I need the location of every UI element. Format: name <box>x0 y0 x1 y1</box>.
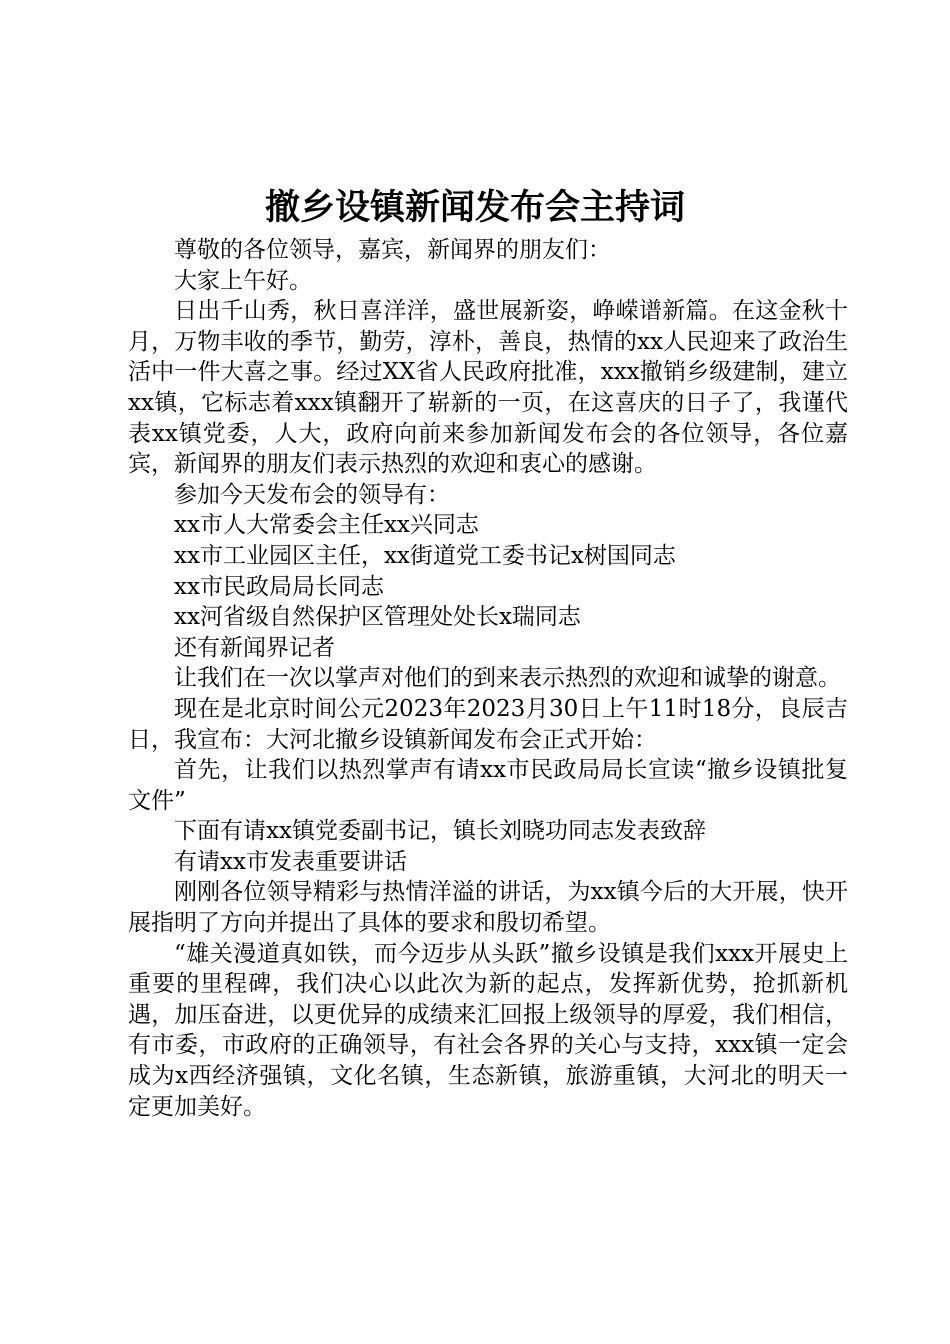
paragraph-opening: 日出千山秀，秋日喜洋洋，盛世展新姿，峥嵘谱新篇。在这金秋十月，万物丰收的季节，勤劳，淳朴，善良，热情的xx人民迎来了政治生活中一件大喜之事。经过XX省人民政府批准，xxx撤销乡级建制，建立xx镇，它标志着xxx镇翻开了崭新的一页，在这喜庆的日子了，我谨代表xx镇党委，人大，政府向前来参加新闻发布会的各位领导，各位嘉宾，新闻界的朋友们表示热烈的欢迎和衷心的感谢。 <box>128 298 848 478</box>
paragraph-leader-3: xx市民政局局长同志 <box>174 573 384 600</box>
paragraph-closing: “雄关漫道真如铁，而今迈步从头跃”撤乡设镇是我们xxx开展史上重要的里程碑，我们决心以此次为新的起点，发挥新优势，抢抓新机遇，加压奋进，以更优异的成绩来汇回报上级领导的厚爱，我们相信，有市委，市政府的正确领导，有社会各界的关心与支持，xxx镇一定会成为x西经济强镇，文化名镇，生态新镇，旅游重镇，大河北的明天一定更加美好。 <box>128 940 848 1120</box>
paragraph-second-speaker: 下面有请xx镇党委副书记，镇长刘晓功同志发表致辞 <box>174 818 706 845</box>
paragraph-greeting: 尊敬的各位领导，嘉宾，新闻界的朋友们： <box>174 237 611 263</box>
paragraph-leaders-intro: 参加今天发布会的领导有： <box>174 481 450 508</box>
paragraph-announcement: 现在是北京时间公元2023年2023月30日上午11时18分，良辰吉日，我宣布：大河北撤乡设镇新闻发布会正式开始： <box>128 695 848 753</box>
paragraph-good-morning: 大家上午好。 <box>174 267 312 294</box>
paragraph-leader-4: xx河省级自然保护区管理处处长x瑞同志 <box>174 604 581 631</box>
document-body <box>128 235 848 1122</box>
paragraph-reporters: 还有新闻界记者 <box>174 634 335 661</box>
paragraph-summary: 刚刚各位领导精彩与热情洋溢的讲话，为xx镇今后的大开展，快开展指明了方向并提出了具体的要求和殷切希望。 <box>128 879 848 937</box>
document-title: 撤乡设镇新闻发布会主持词 <box>264 187 685 228</box>
paragraph-applause: 让我们在一次以掌声对他们的到来表示热烈的欢迎和诚挚的谢意。 <box>174 665 841 692</box>
paragraph-leader-1: xx市人大常委会主任xx兴同志 <box>174 512 479 539</box>
paragraph-leader-2: xx市工业园区主任，xx街道党工委书记x树国同志 <box>174 542 676 569</box>
paragraph-first-speaker: 首先，让我们以热烈掌声有请xx市民政局局长宣读“撤乡设镇批复文件” <box>128 757 848 814</box>
paragraph-third-speaker: 有请xx市发表重要讲话 <box>174 848 407 875</box>
